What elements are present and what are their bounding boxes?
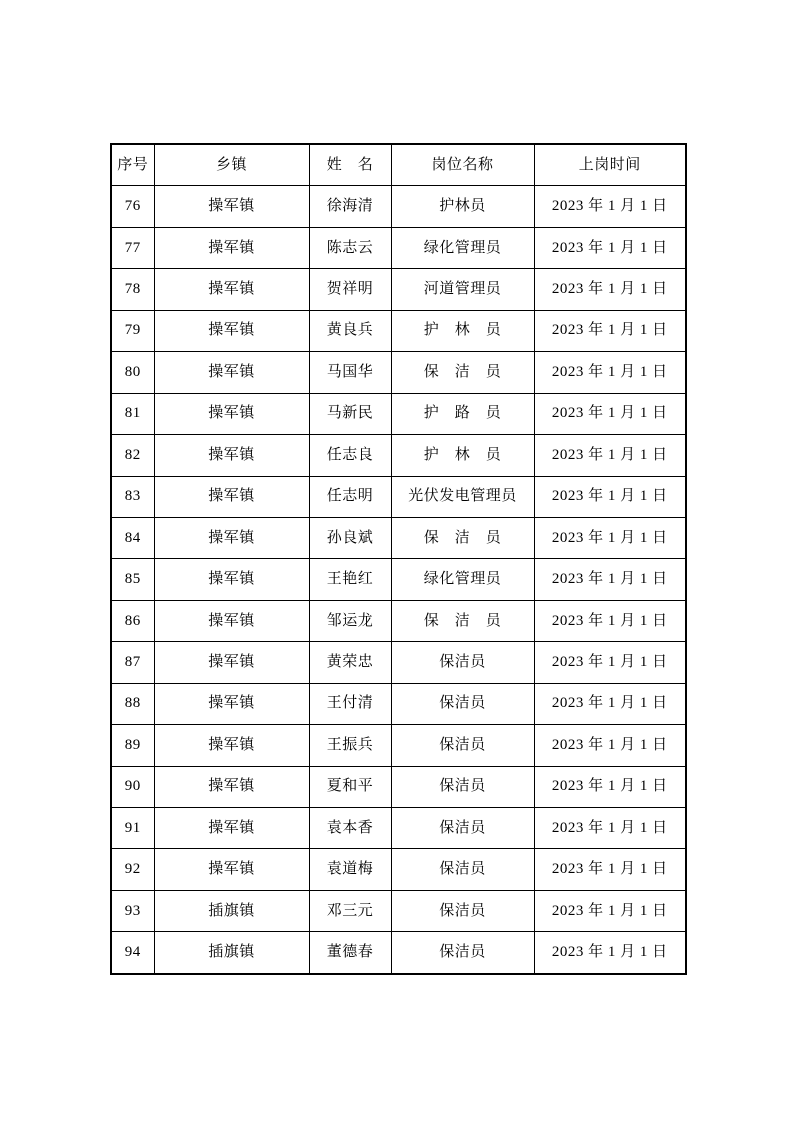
cell-position: 护 路 员 xyxy=(391,393,534,434)
column-header-name: 姓 名 xyxy=(309,144,391,186)
cell-start-date: 2023 年 1 月 1 日 xyxy=(534,476,686,517)
table-row xyxy=(111,932,686,974)
cell-township: 操军镇 xyxy=(154,808,309,849)
cell-start-date: 2023 年 1 月 1 日 xyxy=(534,932,686,974)
cell-position: 保洁员 xyxy=(391,849,534,890)
cell-position: 保 洁 员 xyxy=(391,600,534,641)
cell-start-date: 2023 年 1 月 1 日 xyxy=(534,725,686,766)
cell-position: 绿化管理员 xyxy=(391,227,534,268)
cell-township: 插旗镇 xyxy=(154,932,309,974)
cell-township: 操军镇 xyxy=(154,310,309,351)
table-row xyxy=(111,559,686,600)
cell-index: 78 xyxy=(111,269,154,310)
cell-position: 绿化管理员 xyxy=(391,559,534,600)
cell-index: 93 xyxy=(111,890,154,931)
cell-start-date: 2023 年 1 月 1 日 xyxy=(534,766,686,807)
cell-start-date: 2023 年 1 月 1 日 xyxy=(534,600,686,641)
cell-start-date: 2023 年 1 月 1 日 xyxy=(534,517,686,558)
cell-start-date: 2023 年 1 月 1 日 xyxy=(534,849,686,890)
cell-position: 保洁员 xyxy=(391,766,534,807)
cell-township: 操军镇 xyxy=(154,600,309,641)
table-row xyxy=(111,725,686,766)
cell-name: 王付清 xyxy=(309,683,391,724)
cell-position: 保洁员 xyxy=(391,725,534,766)
cell-name: 夏和平 xyxy=(309,766,391,807)
cell-name: 邓三元 xyxy=(309,890,391,931)
column-header-position: 岗位名称 xyxy=(391,144,534,186)
cell-index: 92 xyxy=(111,849,154,890)
cell-start-date: 2023 年 1 月 1 日 xyxy=(534,269,686,310)
table-row xyxy=(111,435,686,476)
cell-position: 保 洁 员 xyxy=(391,517,534,558)
cell-name: 陈志云 xyxy=(309,227,391,268)
cell-name: 徐海清 xyxy=(309,186,391,227)
cell-index: 83 xyxy=(111,476,154,517)
cell-position: 保 洁 员 xyxy=(391,352,534,393)
table-row xyxy=(111,269,686,310)
table-row xyxy=(111,642,686,683)
cell-start-date: 2023 年 1 月 1 日 xyxy=(534,227,686,268)
cell-name: 袁道梅 xyxy=(309,849,391,890)
cell-township: 操军镇 xyxy=(154,476,309,517)
cell-index: 84 xyxy=(111,517,154,558)
cell-township: 操军镇 xyxy=(154,186,309,227)
cell-position: 保洁员 xyxy=(391,890,534,931)
cell-position: 护 林 员 xyxy=(391,435,534,476)
table-row xyxy=(111,890,686,931)
cell-township: 操军镇 xyxy=(154,517,309,558)
cell-start-date: 2023 年 1 月 1 日 xyxy=(534,559,686,600)
roster-table xyxy=(110,143,687,975)
table-row xyxy=(111,310,686,351)
cell-position: 护林员 xyxy=(391,186,534,227)
cell-township: 操军镇 xyxy=(154,352,309,393)
cell-start-date: 2023 年 1 月 1 日 xyxy=(534,186,686,227)
header-row xyxy=(111,144,686,186)
table-row xyxy=(111,517,686,558)
cell-name: 王振兵 xyxy=(309,725,391,766)
table-row xyxy=(111,683,686,724)
cell-start-date: 2023 年 1 月 1 日 xyxy=(534,352,686,393)
cell-name: 邹运龙 xyxy=(309,600,391,641)
cell-township: 操军镇 xyxy=(154,227,309,268)
cell-start-date: 2023 年 1 月 1 日 xyxy=(534,393,686,434)
cell-name: 孙良斌 xyxy=(309,517,391,558)
cell-township: 操军镇 xyxy=(154,725,309,766)
cell-index: 82 xyxy=(111,435,154,476)
cell-township: 操军镇 xyxy=(154,559,309,600)
cell-index: 80 xyxy=(111,352,154,393)
table-row xyxy=(111,808,686,849)
cell-index: 86 xyxy=(111,600,154,641)
column-header-township: 乡镇 xyxy=(154,144,309,186)
column-header-index: 序号 xyxy=(111,144,154,186)
cell-township: 插旗镇 xyxy=(154,890,309,931)
cell-index: 90 xyxy=(111,766,154,807)
cell-position: 保洁员 xyxy=(391,683,534,724)
cell-township: 操军镇 xyxy=(154,642,309,683)
cell-index: 88 xyxy=(111,683,154,724)
cell-township: 操军镇 xyxy=(154,766,309,807)
cell-start-date: 2023 年 1 月 1 日 xyxy=(534,310,686,351)
cell-position: 保洁员 xyxy=(391,808,534,849)
cell-position: 保洁员 xyxy=(391,642,534,683)
table-body xyxy=(111,186,686,974)
cell-name: 任志明 xyxy=(309,476,391,517)
cell-index: 77 xyxy=(111,227,154,268)
cell-start-date: 2023 年 1 月 1 日 xyxy=(534,890,686,931)
table-row xyxy=(111,476,686,517)
cell-index: 91 xyxy=(111,808,154,849)
cell-name: 董德春 xyxy=(309,932,391,974)
cell-name: 黄良兵 xyxy=(309,310,391,351)
cell-index: 81 xyxy=(111,393,154,434)
cell-position: 保洁员 xyxy=(391,932,534,974)
cell-township: 操军镇 xyxy=(154,393,309,434)
cell-index: 79 xyxy=(111,310,154,351)
table-row xyxy=(111,766,686,807)
cell-index: 76 xyxy=(111,186,154,227)
cell-position: 河道管理员 xyxy=(391,269,534,310)
cell-name: 马国华 xyxy=(309,352,391,393)
table-row xyxy=(111,849,686,890)
cell-index: 94 xyxy=(111,932,154,974)
cell-start-date: 2023 年 1 月 1 日 xyxy=(534,642,686,683)
cell-start-date: 2023 年 1 月 1 日 xyxy=(534,808,686,849)
cell-township: 操军镇 xyxy=(154,269,309,310)
table-row xyxy=(111,393,686,434)
cell-name: 马新民 xyxy=(309,393,391,434)
cell-township: 操军镇 xyxy=(154,435,309,476)
cell-index: 87 xyxy=(111,642,154,683)
cell-start-date: 2023 年 1 月 1 日 xyxy=(534,683,686,724)
cell-township: 操军镇 xyxy=(154,849,309,890)
cell-start-date: 2023 年 1 月 1 日 xyxy=(534,435,686,476)
table-row xyxy=(111,600,686,641)
cell-township: 操军镇 xyxy=(154,683,309,724)
table-row xyxy=(111,186,686,227)
cell-position: 护 林 员 xyxy=(391,310,534,351)
table-row xyxy=(111,352,686,393)
cell-index: 85 xyxy=(111,559,154,600)
cell-name: 任志良 xyxy=(309,435,391,476)
cell-index: 89 xyxy=(111,725,154,766)
cell-name: 袁本香 xyxy=(309,808,391,849)
table-row xyxy=(111,227,686,268)
column-header-start-date: 上岗时间 xyxy=(534,144,686,186)
cell-name: 王艳红 xyxy=(309,559,391,600)
cell-name: 黄荣忠 xyxy=(309,642,391,683)
cell-name: 贺祥明 xyxy=(309,269,391,310)
cell-position: 光伏发电管理员 xyxy=(391,476,534,517)
